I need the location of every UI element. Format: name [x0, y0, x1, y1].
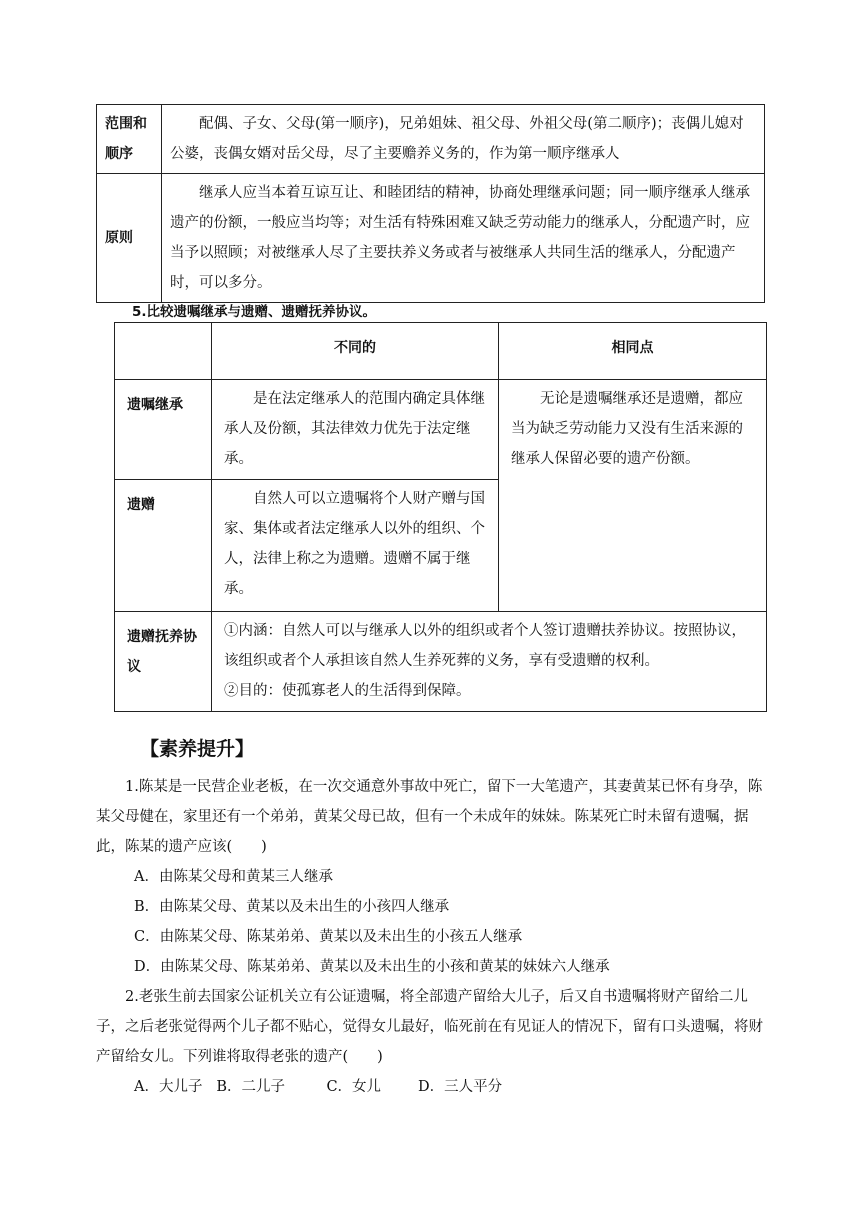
- row-label-scope: 范围和顺序: [97, 105, 162, 174]
- row-text-scope: 配偶、子女、父母(第一顺序)，兄弟姐妹、祖父母、外祖父母(第二顺序)；丧偶儿媳对公婆，丧偶女婿对岳父母，尽了主要赡养义务的，作为第一顺序继承人: [162, 105, 765, 174]
- comparison-table: [114, 322, 767, 712]
- common-text: 无论是遗嘱继承还是遗赠，都应当为缺乏劳动能力又没有生活来源的继承人保留必要的遗产份额。: [499, 380, 767, 612]
- question-1-stem: 1.陈某是一民营企业老板，在一次交通意外事故中死亡，留下一大笔遗产，其妻黄某已怀有身孕，陈某父母健在，家里还有一个弟弟，黄某父母已故，但有一个未成年的妹妹。陈某死亡时未留有遗嘱，据此，陈某的遗产应该( ): [96, 779, 763, 855]
- label-will: 遗嘱继承: [115, 380, 212, 480]
- will-text: 是在法定继承人的范围内确定具体继承人及份额，其法律效力优先于法定继承。: [212, 380, 499, 480]
- row-label-principle: 原则: [97, 174, 162, 303]
- question-1-option-b: B．由陈某父母、黄某以及未出生的小孩四人继承: [134, 899, 450, 915]
- section-title: 【素养提升】: [140, 738, 255, 760]
- question-2-option-a: A．大儿子: [134, 1079, 203, 1095]
- question-2-option-c: C．女儿: [326, 1079, 382, 1095]
- question-2-options: [96, 1072, 768, 1102]
- table-row: [115, 612, 767, 712]
- question-1-option-c: C．由陈某父母、陈某弟弟、黄某以及未出生的小孩五人继承: [134, 929, 523, 945]
- question-2-stem: 2.老张生前去国家公证机关立有公证遗嘱，将全部遗产留给大儿子，后又自书遗嘱将财产留给二儿子，之后老张觉得两个儿子都不贴心，觉得女儿最好，临死前在有见证人的情况下，留有口头遗嘱，将财产留给女儿。下列谁将取得老张的遗产( ): [96, 989, 763, 1065]
- header-common: 相同点: [499, 323, 767, 380]
- agreement-purpose: ②目的：使孤寡老人的生活得到保障。: [224, 683, 471, 699]
- table-header-row: [115, 323, 767, 380]
- agreement-meaning: ①内涵：自然人可以与继承人以外的组织或者个人签订遗赠扶养协议。按照协议，该组织或者个人承担该自然人生养死葬的义务，享有受遗赠的权利。: [224, 623, 746, 669]
- inheritance-scope-table: [96, 104, 765, 303]
- question-1-option-d: D．由陈某父母、陈某弟弟、黄某以及未出生的小孩和黄某的妹妹六人继承: [134, 959, 610, 975]
- bequest-text: 自然人可以立遗嘱将个人财产赠与国家、集体或者法定继承人以外的组织、个人，法律上称之为遗赠。遗赠不属于继承。: [212, 480, 499, 612]
- label-agreement: 遗赠抚养协议: [115, 612, 212, 712]
- header-empty: [115, 323, 212, 380]
- questions: [96, 772, 768, 1102]
- question-1-option-a: A．由陈某父母和黄某三人继承: [134, 869, 333, 885]
- table-row: [115, 380, 767, 480]
- table-row: [97, 174, 765, 303]
- question-2-option-b: B．二儿子: [216, 1079, 285, 1095]
- table-row: [97, 105, 765, 174]
- row-text-principle: 继承人应当本着互谅互让、和睦团结的精神，协商处理继承问题；同一顺序继承人继承遗产的份额，一般应当均等；对生活有特殊困难又缺乏劳动能力的继承人，分配遗产时，应当予以照顾；对被继承人尽了主要扶养义务或者与被继承人共同生活的继承人，分配遗产时，可以多分。: [162, 174, 765, 303]
- label-bequest: 遗赠: [115, 480, 212, 612]
- header-difference: 不同的: [212, 323, 499, 380]
- comparison-caption: 5.比较遗嘱继承与遗赠、遗赠抚养协议。: [132, 304, 377, 320]
- question-2-option-d: D．三人平分: [417, 1079, 503, 1095]
- agreement-cell: [212, 612, 767, 712]
